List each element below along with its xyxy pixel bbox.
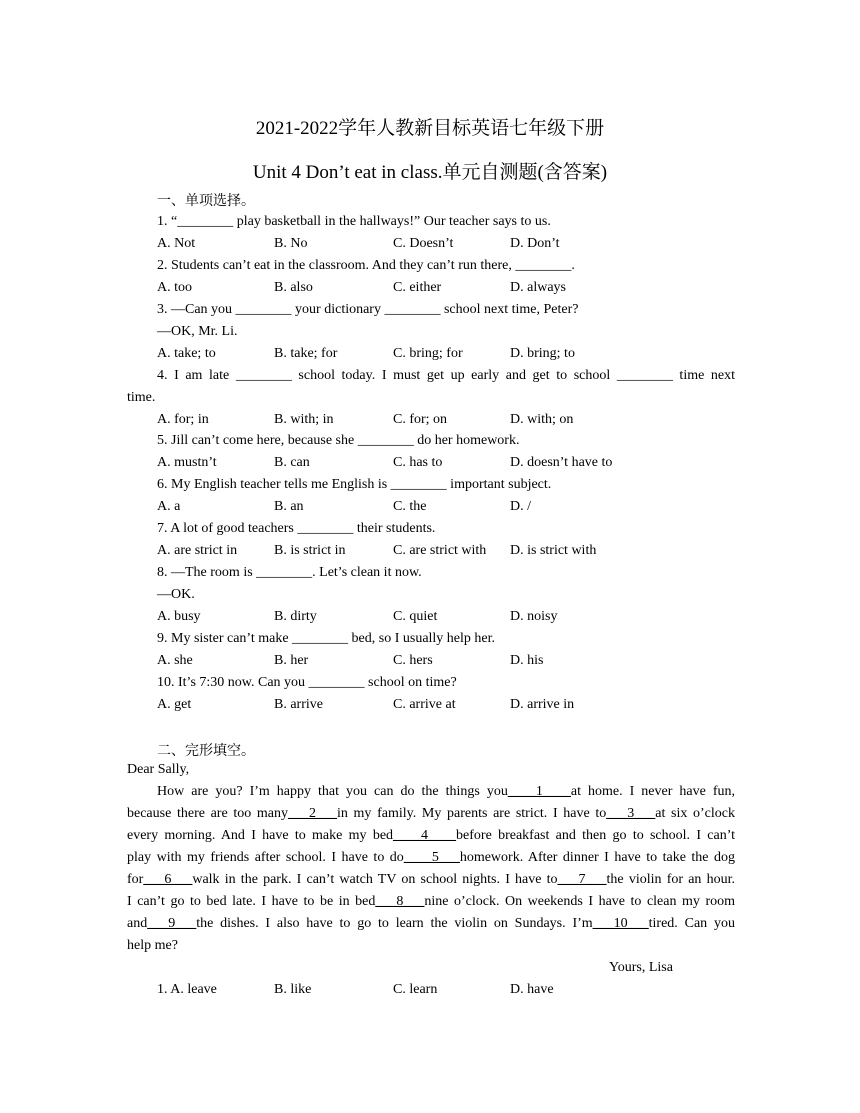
blank-8: ___8___ bbox=[375, 894, 425, 909]
option-d: D. / bbox=[510, 499, 531, 514]
question-1-stem: 1. “________ play basketball in the hallways!” Our teacher says to us. bbox=[157, 214, 551, 229]
blank-5: ____5___ bbox=[403, 850, 460, 865]
option-b: B. take; for bbox=[274, 346, 338, 361]
option-a: A. she bbox=[157, 653, 193, 668]
question-3-response: —OK, Mr. Li. bbox=[157, 324, 238, 339]
blank-2: ___2___ bbox=[288, 806, 337, 821]
question-4-stem-continued: time. bbox=[127, 390, 156, 405]
question-3-stem: 3. —Can you ________ your dictionary ________ school next time, Peter? bbox=[157, 302, 579, 317]
document-title: 2021-2022学年人教新目标英语七年级下册 bbox=[255, 118, 605, 139]
option-d: D. Don’t bbox=[510, 236, 560, 251]
option-c: C. either bbox=[393, 280, 442, 295]
option-b: B. an bbox=[274, 499, 304, 514]
option-d: D. arrive in bbox=[510, 697, 575, 712]
letter-line: How are you? I’m happy that you can do the things you____1____at home. I never have fun, bbox=[157, 784, 735, 799]
question-10-options bbox=[157, 697, 757, 717]
option-b: B. No bbox=[274, 236, 308, 251]
option-b: B. arrive bbox=[274, 697, 323, 712]
document-subtitle: Unit 4 Don’t eat in class.单元自测题(含答案) bbox=[252, 162, 608, 183]
option-c: C. has to bbox=[393, 455, 443, 470]
blank-1: ____1____ bbox=[507, 784, 571, 799]
option-c: C. for; on bbox=[393, 412, 448, 427]
letter-line: every morning. And I have to make my bed____4____before breakfast and then go to school. I can’t bbox=[127, 828, 735, 843]
letter-line: and___9___the dishes. I also have to go to learn the violin on Sundays. I’m___10___tired. Can you bbox=[127, 916, 735, 931]
blank-3: ___3___ bbox=[606, 806, 656, 821]
cloze-option-c: C. learn bbox=[393, 982, 438, 997]
option-d: D. doesn’t have to bbox=[510, 455, 613, 470]
question-10-stem: 10. It’s 7:30 now. Can you ________ school on time? bbox=[157, 675, 457, 690]
question-2-stem: 2. Students can’t eat in the classroom. And they can’t run there, ________. bbox=[157, 258, 575, 273]
option-c: C. hers bbox=[393, 653, 433, 668]
option-a: A. for; in bbox=[157, 412, 209, 427]
section-1-heading: 一、单项选择。 bbox=[157, 194, 255, 209]
option-a: A. mustn’t bbox=[157, 455, 217, 470]
cloze-option-b: B. like bbox=[274, 982, 312, 997]
section-2-heading: 二、完形填空。 bbox=[157, 744, 255, 759]
question-4-stem: 4. I am late ________ school today. I must get up early and get to school ________ time next bbox=[157, 368, 735, 383]
cloze-question-1 bbox=[157, 982, 757, 1002]
question-4-options bbox=[157, 412, 757, 432]
option-a: A. too bbox=[157, 280, 192, 295]
option-a: A. get bbox=[157, 697, 192, 712]
option-d: D. his bbox=[510, 653, 544, 668]
option-a: A. Not bbox=[157, 236, 196, 251]
question-7-options bbox=[157, 543, 757, 563]
blank-10: ___10___ bbox=[592, 916, 649, 931]
option-d: D. with; on bbox=[510, 412, 574, 427]
option-c: C. the bbox=[393, 499, 427, 514]
cloze-option-a: 1. A. leave bbox=[157, 982, 217, 997]
letter-line: I can’t go to bed late. I have to be in bed___8___nine o’clock. On weekends I have to clean my room bbox=[127, 894, 735, 909]
letter-salutation: Dear Sally, bbox=[127, 762, 190, 777]
option-c: C. quiet bbox=[393, 609, 438, 624]
question-6-options bbox=[157, 499, 757, 519]
question-6-stem: 6. My English teacher tells me English is ________ important subject. bbox=[157, 477, 552, 492]
option-c: C. Doesn’t bbox=[393, 236, 454, 251]
option-d: D. always bbox=[510, 280, 566, 295]
letter-line: play with my friends after school. I have to do____5___homework. After dinner I have to take the dog bbox=[127, 850, 736, 865]
letter-line: for___6___walk in the park. I can’t watch TV on school nights. I have to___7___the violin for an hour. bbox=[127, 872, 735, 887]
option-b: B. can bbox=[274, 455, 310, 470]
option-b: B. her bbox=[274, 653, 309, 668]
blank-7: ___7___ bbox=[557, 872, 607, 887]
question-7-stem: 7. A lot of good teachers ________ their students. bbox=[157, 521, 436, 536]
blank-4: ____4____ bbox=[393, 828, 457, 843]
letter-line: help me? bbox=[127, 938, 178, 953]
question-5-stem: 5. Jill can’t come here, because she ________ do her homework. bbox=[157, 433, 520, 448]
option-a: A. a bbox=[157, 499, 181, 514]
letter-line: because there are too many___2___in my family. My parents are strict. I have to___3___at six o’clock bbox=[127, 806, 735, 821]
question-1-options bbox=[157, 236, 757, 256]
option-a: A. are strict in bbox=[157, 543, 238, 558]
option-d: D. is strict with bbox=[510, 543, 597, 558]
option-c: C. bring; for bbox=[393, 346, 463, 361]
question-8-stem: 8. —The room is ________. Let’s clean it now. bbox=[157, 565, 422, 580]
option-a: A. take; to bbox=[157, 346, 216, 361]
option-a: A. busy bbox=[157, 609, 201, 624]
letter-signoff: Yours, Lisa bbox=[609, 960, 673, 975]
option-b: B. with; in bbox=[274, 412, 334, 427]
question-9-stem: 9. My sister can’t make ________ bed, so I usually help her. bbox=[157, 631, 496, 646]
cloze-option-d: D. have bbox=[510, 982, 554, 997]
question-8-options bbox=[157, 609, 757, 629]
question-2-options bbox=[157, 280, 757, 300]
option-d: D. noisy bbox=[510, 609, 558, 624]
question-5-options bbox=[157, 455, 757, 475]
option-b: B. is strict in bbox=[274, 543, 346, 558]
question-3-options bbox=[157, 346, 757, 366]
option-c: C. are strict with bbox=[393, 543, 487, 558]
blank-9: ___9___ bbox=[147, 916, 197, 931]
option-b: B. also bbox=[274, 280, 313, 295]
blank-6: ___6___ bbox=[143, 872, 193, 887]
question-8-response: —OK. bbox=[157, 587, 195, 602]
option-c: C. arrive at bbox=[393, 697, 456, 712]
question-9-options bbox=[157, 653, 757, 673]
option-d: D. bring; to bbox=[510, 346, 575, 361]
option-b: B. dirty bbox=[274, 609, 317, 624]
